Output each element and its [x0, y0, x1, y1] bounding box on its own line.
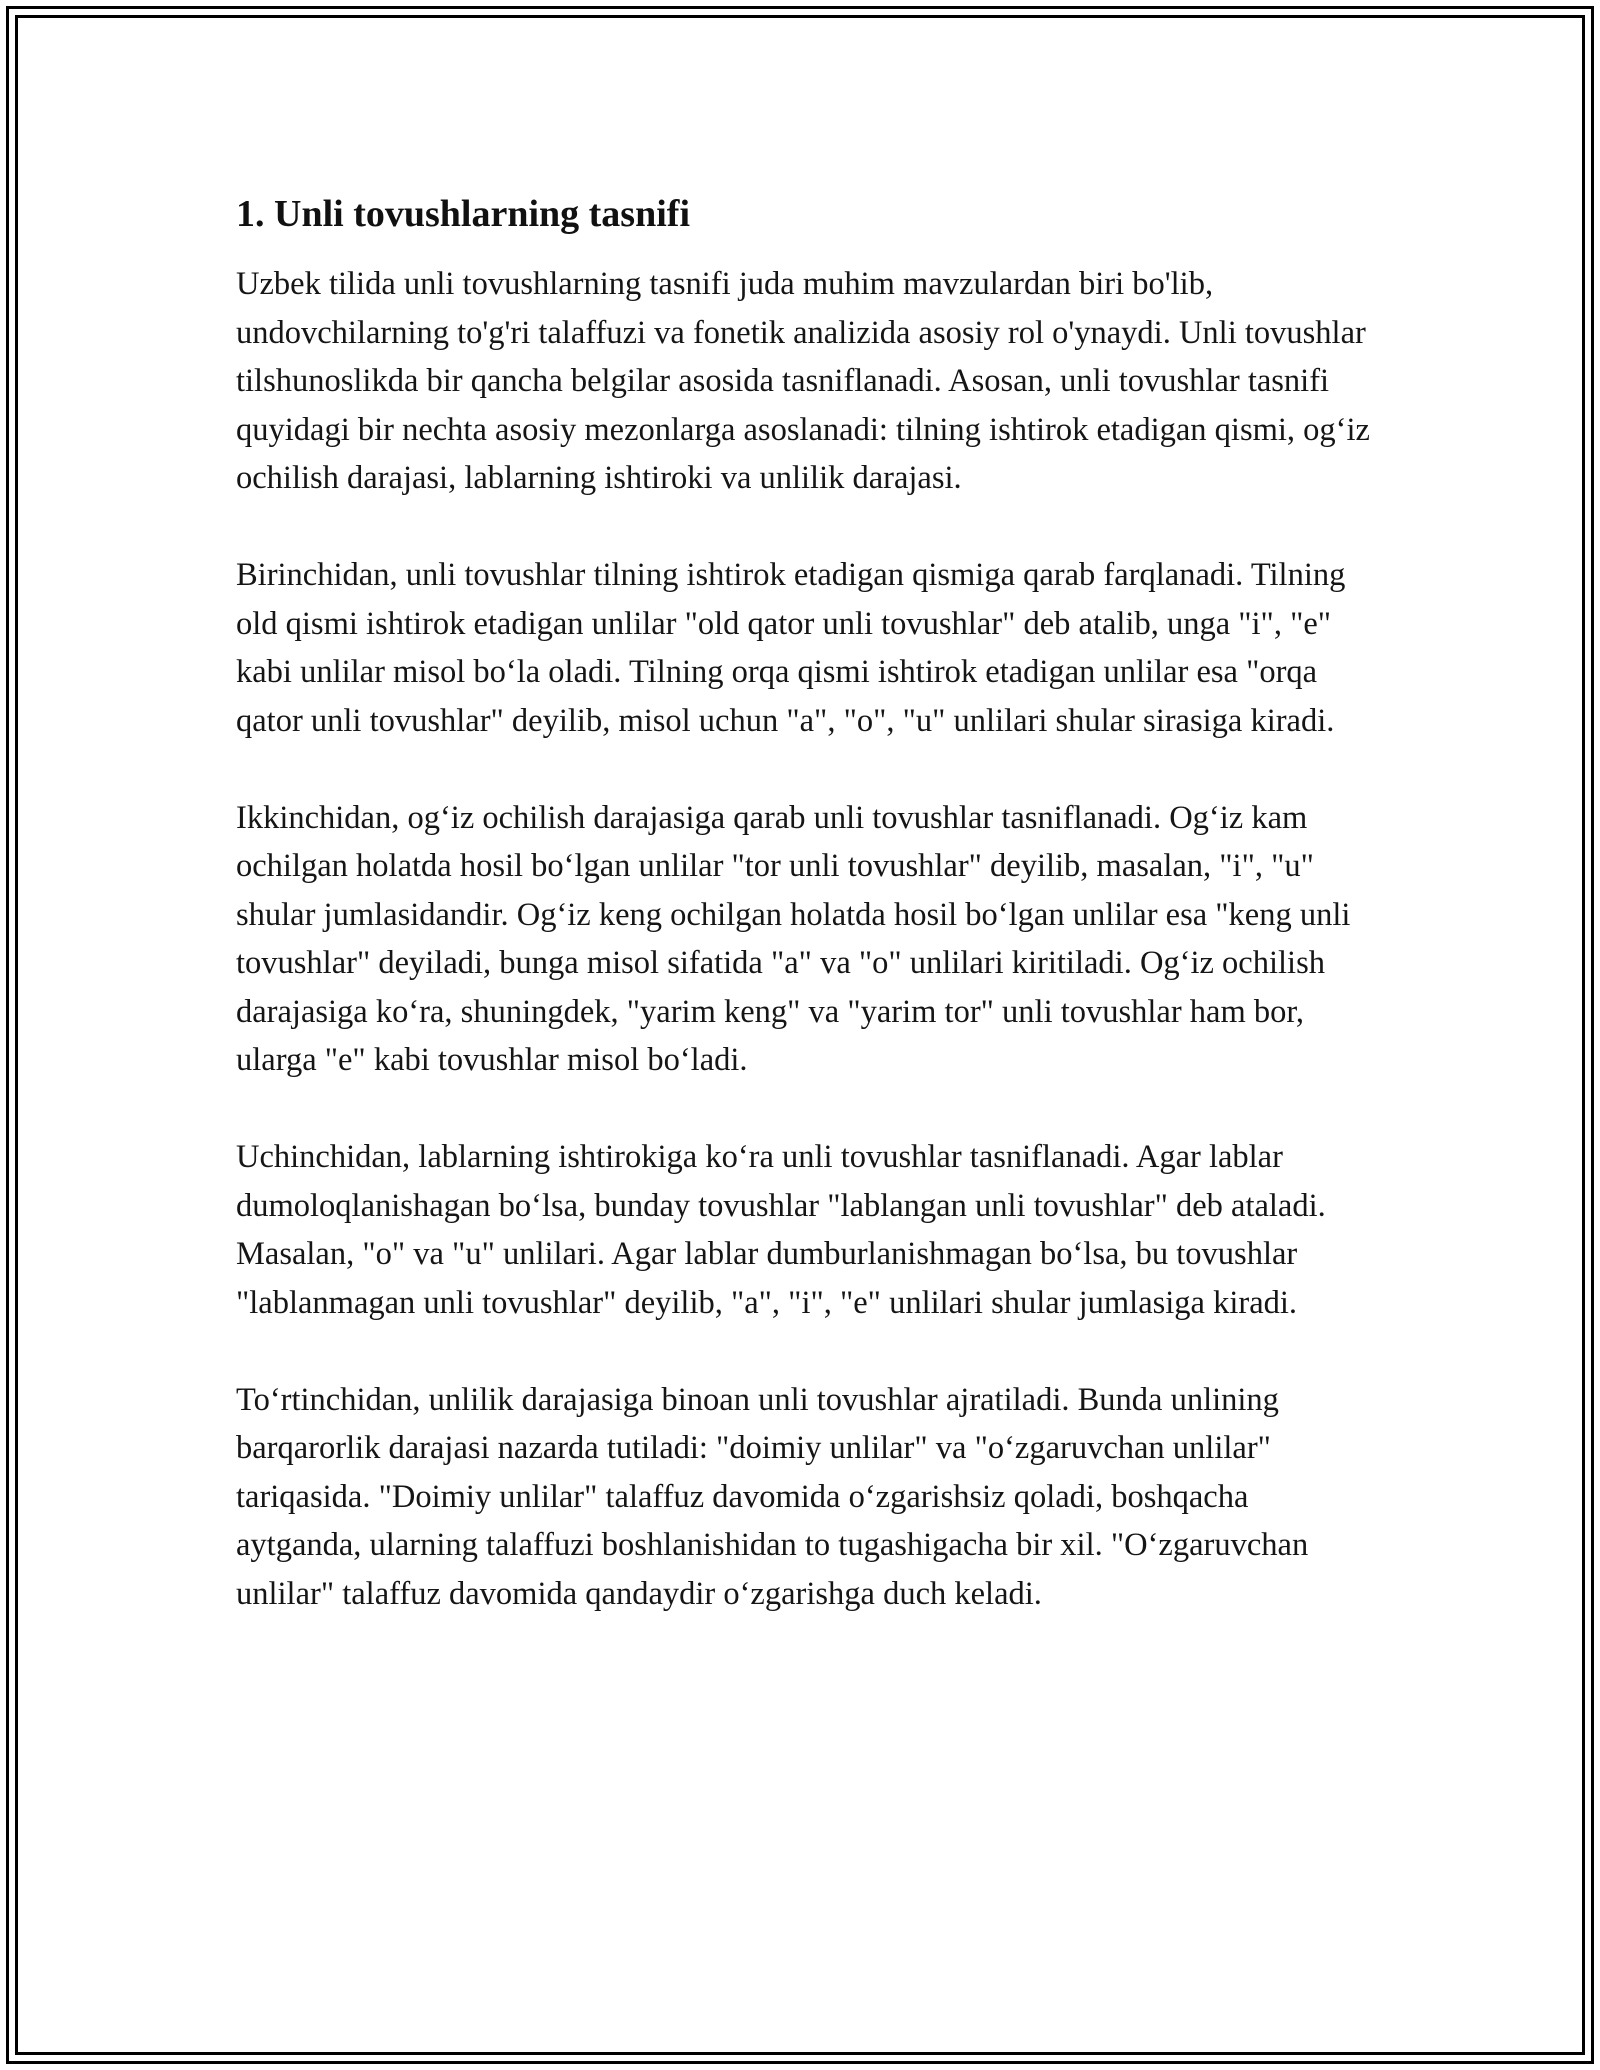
section-heading: 1. Unli tovushlarning tasnifi — [236, 193, 690, 235]
paragraph-first-criterion: Birinchidan, unli tovushlar tilning ishtirok etadigan qismiga qarab farqlanadi. Tilning old qismi ishtirok etadigan unlilar "old qator unli tovushlar" deb atalib, unga "i", "e" kabi unlilar misol bo‘la oladi. Tilning orqa qismi ishtirok etadigan unlilar esa "orqa qator unli tovushlar" deyilib, misol uchun "a", "o", "u" unlilari shular sirasiga kiradi. — [236, 557, 1346, 739]
paragraph-second-criterion: Ikkinchidan, og‘iz ochilish darajasiga qarab unli tovushlar tasniflanadi. Og‘iz kam ochilgan holatda hosil bo‘lgan unlilar "tor unli tovushlar" deyilib, masalan, "i", "u" shular jumlasidandir. Og‘iz keng ochilgan holatda hosil bo‘lgan unlilar esa "keng unli tovushlar" deyiladi, bunga misol sifatida "a" va "o" unlilari kiritiladi. Og‘iz ochilish darajasiga ko‘ra, shuningdek, "yarim keng" va "yarim tor" unli tovushlar ham bor, ularga "e" kabi tovushlar misol bo‘ladi. — [236, 799, 1351, 1078]
paragraph-third-criterion: Uchinchidan, lablarning ishtirokiga ko‘ra unli tovushlar tasniflanadi. Agar lablar dumoloqlanishagan bo‘lsa, bunday tovushlar "lablangan unli tovushlar" deb ataladi. Masalan, "o" va "u" unlilari. Agar lablar dumburlanishmagan bo‘lsa, bu tovushlar "lablanmagan unli tovushlar" deyilib, "a", "i", "e" unlilari shular jumlasiga kiradi. — [236, 1139, 1326, 1321]
paragraph-intro: Uzbek tilida unli tovushlarning tasnifi juda muhim mavzulardan biri bo'lib, undovchilarning to'g'ri talaffuzi va fonetik analizida asosiy rol o'ynaydi. Unli tovushlar tilshunoslikda bir qancha belgilar asosida tasniflanadi. Asosan, unli tovushlar tasnifi quyidagi bir nechta asosiy mezonlarga asoslanadi: tilning ishtirok etadigan qismi, og‘iz ochilish darajasi, lablarning ishtiroki va unlilik darajasi. — [236, 266, 1370, 496]
document-body — [236, 188, 1376, 1667]
paragraph-fourth-criterion: To‘rtinchidan, unlilik darajasiga binoan unli tovushlar ajratiladi. Bunda unlining barqarorlik darajasi nazarda tutiladi: "doimiy unlilar" va "o‘zgaruvchan unlilar" tariqasida. "Doimiy unlilar" talaffuz davomida o‘zgarishsiz qoladi, boshqacha aytganda, ularning talaffuzi boshlanishidan to tugashigacha bir xil. "O‘zgaruvchan unlilar" talaffuz davomida qandaydir o‘zgarishga duch keladi. — [236, 1381, 1309, 1612]
